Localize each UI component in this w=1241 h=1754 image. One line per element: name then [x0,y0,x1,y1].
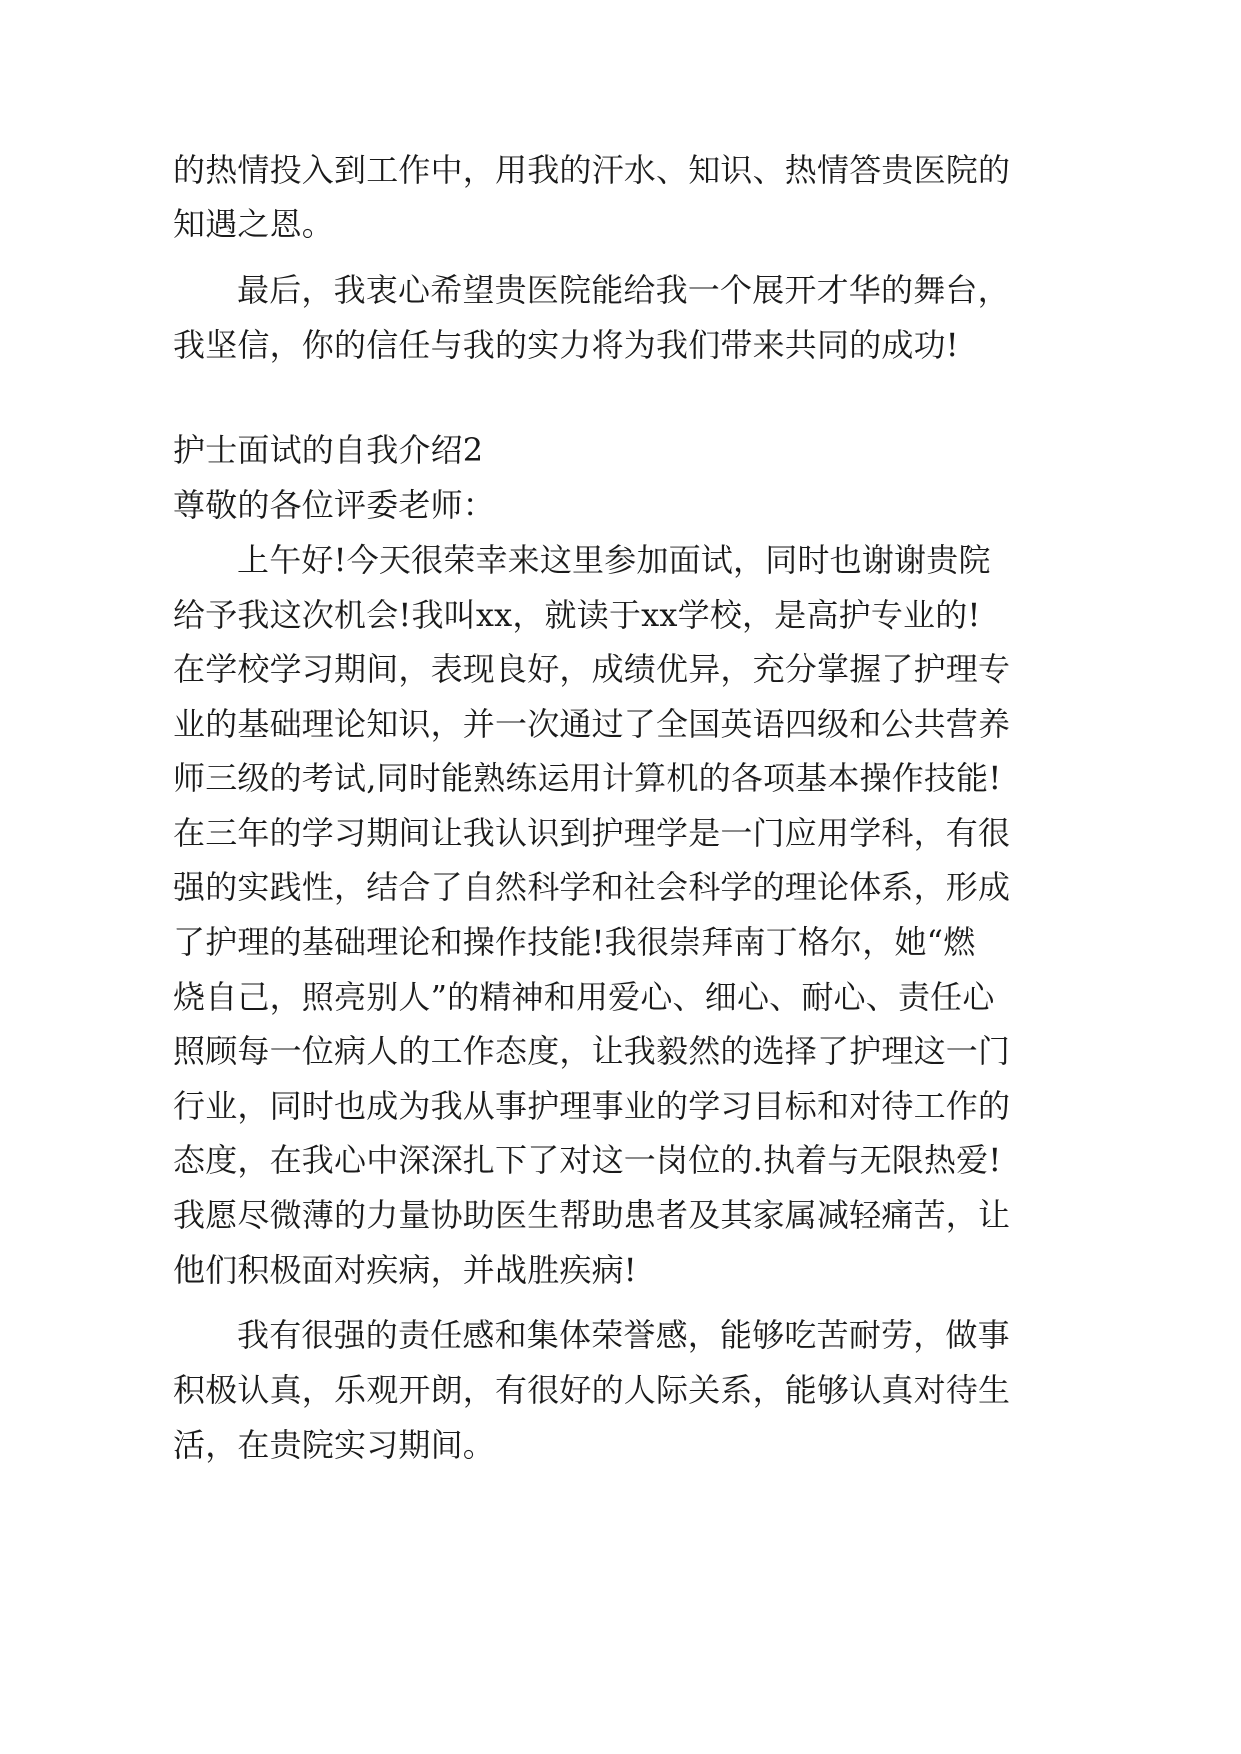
paragraph-3-line-8: 了护理的基础理论和操作技能!我很崇拜南丁格尔，她“燃 [173,923,976,961]
paragraph-1-line-2: 知遇之恩。 [173,205,335,243]
paragraph-3-line-6: 在三年的学习期间让我认识到护理学是一门应用学科，有很 [173,814,1011,852]
section-title: 护士面试的自我介绍2 [173,431,484,469]
paragraph-1-line-1: 的热情投入到工作中，用我的汗水、知识、热情答贵医院的 [173,151,1011,189]
paragraph-3-line-7: 强的实践性，结合了自然科学和社会科学的理论体系，形成 [173,868,1011,906]
paragraph-4-line-1: 我有很强的责任感和集体荣誉感，能够吃苦耐劳，做事 [237,1316,1010,1354]
paragraph-3-line-4: 业的基础理论知识，并一次通过了全国英语四级和公共营养 [173,705,1011,743]
paragraph-3-line-13: 我愿尽微薄的力量协助医生帮助患者及其家属减轻痛苦，让 [173,1196,1011,1234]
paragraph-4-line-2: 积极认真，乐观开朗，有很好的人际关系，能够认真对待生 [173,1371,1011,1409]
paragraph-3-line-14: 他们积极面对疾病，并战胜疾病! [173,1251,637,1289]
paragraph-3-line-2: 给予我这次机会!我叫xx，就读于xx学校，是高护专业的! [173,596,981,634]
paragraph-3-line-5: 师三级的考试,同时能熟练运用计算机的各项基本操作技能! [173,759,1002,797]
salutation: 尊敬的各位评委老师： [173,486,496,524]
paragraph-2-line-1: 最后，我衷心希望贵医院能给我一个展开才华的舞台， [237,271,1010,309]
paragraph-3-line-3: 在学校学习期间，表现良好，成绩优异，充分掌握了护理专 [173,650,1011,688]
paragraph-2-line-2: 我坚信，你的信任与我的实力将为我们带来共同的成功! [173,326,959,364]
paragraph-3-line-12: 态度，在我心中深深扎下了对这一岗位的.执着与无限热爱! [173,1141,1002,1179]
paragraph-3-line-9: 烧自己，照亮别人”的精神和用爱心、细心、耐心、责任心 [173,978,995,1016]
paragraph-3-line-10: 照顾每一位病人的工作态度，让我毅然的选择了护理这一门 [173,1032,1011,1070]
paragraph-3-line-11: 行业，同时也成为我从事护理事业的学习目标和对待工作的 [173,1087,1011,1125]
paragraph-3-line-1: 上午好!今天很荣幸来这里参加面试，同时也谢谢贵院 [237,541,991,579]
paragraph-4-line-3: 活，在贵院实习期间。 [173,1426,496,1464]
